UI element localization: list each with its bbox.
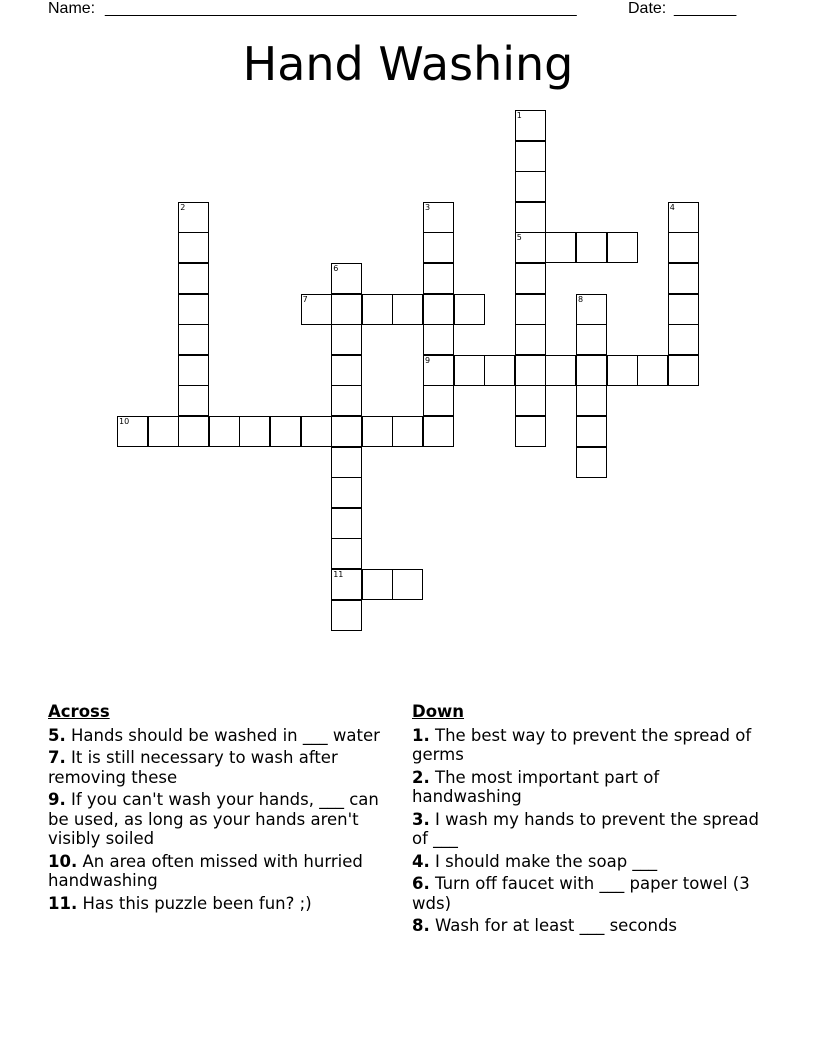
down-clues <box>412 702 762 939</box>
crossword-cell[interactable] <box>331 447 362 478</box>
cell-clue-number: 4 <box>669 202 675 212</box>
crossword-cell[interactable] <box>392 569 423 600</box>
clue-number: 11. <box>48 893 78 913</box>
date-label: Date: <box>628 0 667 17</box>
cell-clue-number: 5 <box>516 233 522 243</box>
crossword-cell[interactable] <box>331 385 362 416</box>
crossword-cell[interactable] <box>331 569 362 600</box>
crossword-cell[interactable] <box>515 263 546 294</box>
crossword-cell[interactable] <box>423 232 454 263</box>
crossword-cell[interactable] <box>331 324 362 355</box>
clue-item <box>412 916 762 936</box>
across-clues <box>48 702 398 916</box>
cell-clue-number: 8 <box>578 294 584 304</box>
clue-item <box>412 726 762 765</box>
crossword-cell[interactable] <box>576 294 607 325</box>
crossword-cell[interactable] <box>576 355 607 386</box>
crossword-cell[interactable] <box>515 202 546 233</box>
crossword-cell[interactable] <box>576 232 607 263</box>
down-heading: Down <box>412 702 465 721</box>
clue-text: If you can't wash your hands, ___ can be used, as long as your hands aren't visibly soiled <box>48 790 379 848</box>
crossword-cell[interactable] <box>209 416 240 447</box>
crossword-cell[interactable] <box>668 294 699 325</box>
clue-number: 8. <box>412 916 430 935</box>
crossword-cell[interactable] <box>423 294 454 325</box>
name-blank-line[interactable]: _____________________________________________________ <box>105 0 577 17</box>
crossword-cell[interactable] <box>178 355 209 386</box>
clue-item <box>412 768 762 807</box>
crossword-cell[interactable] <box>362 569 393 600</box>
crossword-cell[interactable] <box>117 416 148 447</box>
crossword-cell[interactable] <box>454 355 485 386</box>
crossword-cell[interactable] <box>423 263 454 294</box>
crossword-cell[interactable] <box>362 416 393 447</box>
crossword-cell[interactable] <box>515 141 546 172</box>
crossword-cell[interactable] <box>178 232 209 263</box>
cell-clue-number: 3 <box>425 202 431 212</box>
crossword-cell[interactable] <box>178 263 209 294</box>
clue-text: Has this puzzle been fun? ;) <box>82 893 312 913</box>
cell-clue-number: 6 <box>333 264 339 273</box>
cell-clue-number: 9 <box>425 355 431 365</box>
crossword-cell[interactable] <box>331 263 362 294</box>
cell-clue-number: 7 <box>302 294 308 304</box>
crossword-cell[interactable] <box>178 416 209 447</box>
crossword-cell[interactable] <box>331 294 362 325</box>
clue-text: Hands should be washed in ___ water <box>71 725 380 745</box>
cell-clue-number: 11 <box>333 570 344 579</box>
page-title: Hand Washing <box>242 37 574 91</box>
clue-text: I wash my hands to prevent the spread of ___ <box>412 809 759 848</box>
clue-number: 7. <box>48 748 66 767</box>
crossword-cell[interactable] <box>423 416 454 447</box>
clue-item <box>48 726 398 746</box>
crossword-cell[interactable] <box>668 324 699 355</box>
crossword-cell[interactable] <box>545 232 576 263</box>
crossword-cell[interactable] <box>423 324 454 355</box>
crossword-cell[interactable] <box>331 355 362 386</box>
crossword-cell[interactable] <box>301 294 332 325</box>
crossword-cell[interactable] <box>668 202 699 233</box>
crossword-cell[interactable] <box>239 416 270 447</box>
crossword-cell[interactable] <box>515 294 546 325</box>
crossword-cell[interactable] <box>515 416 546 447</box>
crossword-cell[interactable] <box>515 324 546 355</box>
clue-item <box>48 790 398 849</box>
crossword-cell[interactable] <box>668 355 699 386</box>
cell-clue-number: 2 <box>180 202 186 212</box>
crossword-cell[interactable] <box>454 294 485 325</box>
crossword-cell[interactable] <box>607 232 638 263</box>
clue-number: 9. <box>48 790 66 809</box>
crossword-cell[interactable] <box>148 416 179 447</box>
crossword-cell[interactable] <box>331 477 362 508</box>
crossword-cell[interactable] <box>392 416 423 447</box>
across-heading: Across <box>48 702 110 721</box>
crossword-cell[interactable] <box>668 263 699 294</box>
crossword-cell[interactable] <box>668 232 699 263</box>
crossword-cell[interactable] <box>576 416 607 447</box>
clue-item <box>412 874 762 913</box>
crossword-cell[interactable] <box>515 385 546 416</box>
clue-number: 2. <box>412 767 430 787</box>
crossword-cell[interactable] <box>515 171 546 202</box>
crossword-cell[interactable] <box>270 416 301 447</box>
crossword-cell[interactable] <box>515 232 546 263</box>
clue-number: 3. <box>412 809 430 829</box>
clue-text: I should make the soap ___ <box>435 851 658 871</box>
clue-text: Turn off faucet with ___ paper towel (3 wds) <box>412 874 750 913</box>
crossword-cell[interactable] <box>301 416 332 447</box>
clue-item <box>48 852 398 891</box>
date-blank-line[interactable]: _______ <box>674 0 737 17</box>
clue-number: 10. <box>48 851 78 871</box>
clue-text: The most important part of handwashing <box>412 767 660 806</box>
clue-number: 4. <box>412 851 430 871</box>
clue-item <box>412 852 762 872</box>
crossword-cell[interactable] <box>331 600 362 631</box>
clue-text: An area often missed with hurried handwashing <box>48 851 363 890</box>
crossword-cell[interactable] <box>637 355 668 386</box>
crossword-cell[interactable] <box>576 447 607 478</box>
clue-text: It is still necessary to wash after removing these <box>48 748 338 787</box>
crossword-cell[interactable] <box>331 538 362 569</box>
crossword-cell[interactable] <box>515 110 546 141</box>
crossword-cell[interactable] <box>178 202 209 233</box>
cell-clue-number: 10 <box>119 417 130 426</box>
name-label: Name: <box>48 0 96 17</box>
crossword-cell[interactable] <box>423 355 454 386</box>
crossword-cell[interactable] <box>392 294 423 325</box>
crossword-cell[interactable] <box>362 294 393 325</box>
clue-number: 6. <box>412 874 430 893</box>
crossword-cell[interactable] <box>576 385 607 416</box>
clue-item <box>412 810 762 849</box>
clue-text: Wash for at least ___ seconds <box>435 916 678 935</box>
crossword-cell[interactable] <box>515 355 546 386</box>
clue-number: 1. <box>412 725 430 745</box>
crossword-cell[interactable] <box>576 324 607 355</box>
crossword-cell[interactable] <box>423 385 454 416</box>
crossword-cell[interactable] <box>607 355 638 386</box>
crossword-cell[interactable] <box>178 324 209 355</box>
crossword-cell[interactable] <box>178 294 209 325</box>
clue-text: The best way to prevent the spread of germs <box>412 725 752 764</box>
crossword-cell[interactable] <box>178 385 209 416</box>
crossword-cell[interactable] <box>545 355 576 386</box>
crossword-cell[interactable] <box>423 202 454 233</box>
crossword-cell[interactable] <box>331 508 362 539</box>
clue-item <box>48 894 398 914</box>
clue-number: 5. <box>48 725 66 745</box>
crossword-cell[interactable] <box>331 416 362 447</box>
cell-clue-number: 1 <box>516 111 522 120</box>
clue-item <box>48 748 398 787</box>
crossword-cell[interactable] <box>484 355 515 386</box>
